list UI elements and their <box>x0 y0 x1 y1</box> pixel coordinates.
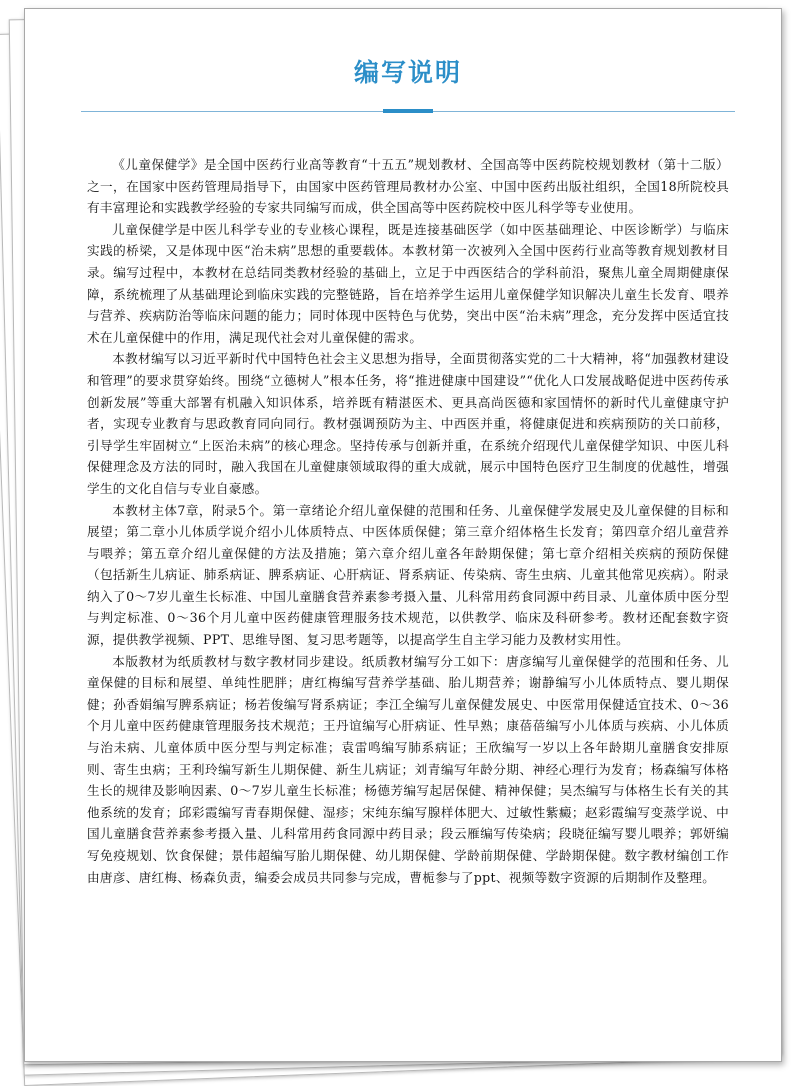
title-divider <box>81 111 735 112</box>
document-body <box>87 154 729 888</box>
page-title: 编写说明 <box>353 58 462 87</box>
paragraph-structure: 本教材主体7章，附录5个。第一章绪论介绍儿童保健的范围和任务、儿童保健学发展史及儿童保健的目标和展望；第二章小儿体质学说介绍小儿体质特点、中医体质保健；第三章介绍体格生长发育；第四章介绍儿童营养与喂养；第五章介绍儿童保健的方法及措施；第六章介绍儿童各年龄期保健；第七章介绍相关疾病的预防保健（包括新生儿病证、肺系病证、脾系病证、心肝病证、肾系病证、传染病、寄生虫病、儿童其他常见疾病）。附录纳入了0～7岁儿童生长标准、中国儿童膳食营养素参考摄入量、儿科常用药食同源中药目录、儿童体质中医分型与判定标准、0～36个月儿童中医药健康管理服务技术规范，以供教学、临床及科研参考。教材还配套数字资源，提供教学视频、PPT、思维导图、复习思考题等，以提高学生自主学习能力及教材实用性。 <box>87 502 729 648</box>
paragraph-authors: 本版教材为纸质教材与数字教材同步建设。纸质教材编写分工如下：唐彦编写儿童保健学的范围和任务、儿童保健的目标和展望、单纯性肥胖；唐红梅编写营养学基础、胎儿期营养；谢静编写小儿体质特点、婴儿期保健；孙香娟编写脾系病证；杨若俊编写肾系病证；李江全编写儿童保健发展史、中医常用保健适宜技术、0～36个月儿童中医药健康管理服务技术规范；王丹谊编写心肝病证、性早熟；康蓓蓓编写小儿体质与疾病、小儿体质与治未病、儿童体质中医分型与判定标准；袁雷鸣编写肺系病证；王欣编写一岁以上各年龄期儿童膳食安排原则、寄生虫病；王利玲编写新生儿期保健、新生儿病证；刘青编写年龄分期、神经心理行为发育；杨森编写体格生长的规律及影响因素、0～7岁儿童生长标准；杨德芳编写起居保健、精神保健；吴杰编写与体格生长有关的其他系统的发育；邱彩霞编写青春期保健、湿疹；宋纯东编写腺样体肥大、过敏性紫癜；赵彩霞编写变蒸学说、中国儿童膳食营养素参考摄入量、儿科常用药食同源中药目录；段云雁编写传染病；段晓征编写婴儿喂养；郭妍编写免疫规划、饮食保健；景伟超编写胎儿期保健、幼儿期保健、学龄前期保健、学龄期保健。数字教材编创工作由唐彦、唐红梅、杨森负责，编委会成员共同参与完成，曹栀参与了ppt、视频等数字资源的后期制作及整理。 <box>87 653 729 885</box>
paragraph-course-overview: 儿童保健学是中医儿科学专业的专业核心课程，既是连接基础医学（如中医基础理论、中医诊断学）与临床实践的桥梁，又是体现中医“治未病”思想的重要载体。本教材第一次被列入全国中医药行业高等教育规划教材目录。编写过程中，本教材在总结同类教材经验的基础上，立足于中西医结合的学科前沿，聚焦儿童全周期健康保障，系统梳理了从基础理论到临床实践的完整链路，旨在培养学生运用儿童保健学知识解决儿童生长发育、喂养与营养、疾病防治等临床问题的能力；同时体现中医特色与优势，突出中医“治未病”理念，充分发挥中医适宜技术在儿童保健中的作用，满足现代社会对儿童保健的需求。 <box>87 221 729 345</box>
paragraph-guiding-ideology: 本教材编写以习近平新时代中国特色社会主义思想为指导，全面贯彻落实党的二十大精神，将“加强教材建设和管理”的要求贯穿始终。围绕“立德树人”根本任务，将“推进健康中国建设”“优化人口发展战略促进中医药传承创新发展”等重大部署有机融入知识体系，培养既有精湛医术、更具高尚医德和家国情怀的新时代儿童健康守护者，实现专业教育与思政教育同向同行。教材强调预防为主、中西医并重，将健康促进和疾病预防的关口前移，引导学生牢固树立“上医治未病”的核心理念。坚持传承与创新并重，在系统介绍现代儿童保健学知识、中医儿科保健理念及方法的同时，融入我国在儿童健康领域取得的重大成就，展示中国特色医疗卫生制度的优越性，增强学生的文化自信与专业自豪感。 <box>87 351 729 496</box>
document-page <box>24 8 782 1062</box>
title-divider-accent <box>383 109 433 113</box>
paragraph-intro: 《儿童保健学》是全国中医药行业高等教育“十五五”规划教材、全国高等中医药院校规划教材（第十二版）之一，在国家中医药管理局指导下，由国家中医药管理局教材办公室、中国中医药出版社组织，全国18所院校具有丰富理论和实践教学经验的专家共同编写而成，供全国高等中医药院校中医儿科学等专业使用。 <box>87 157 729 216</box>
